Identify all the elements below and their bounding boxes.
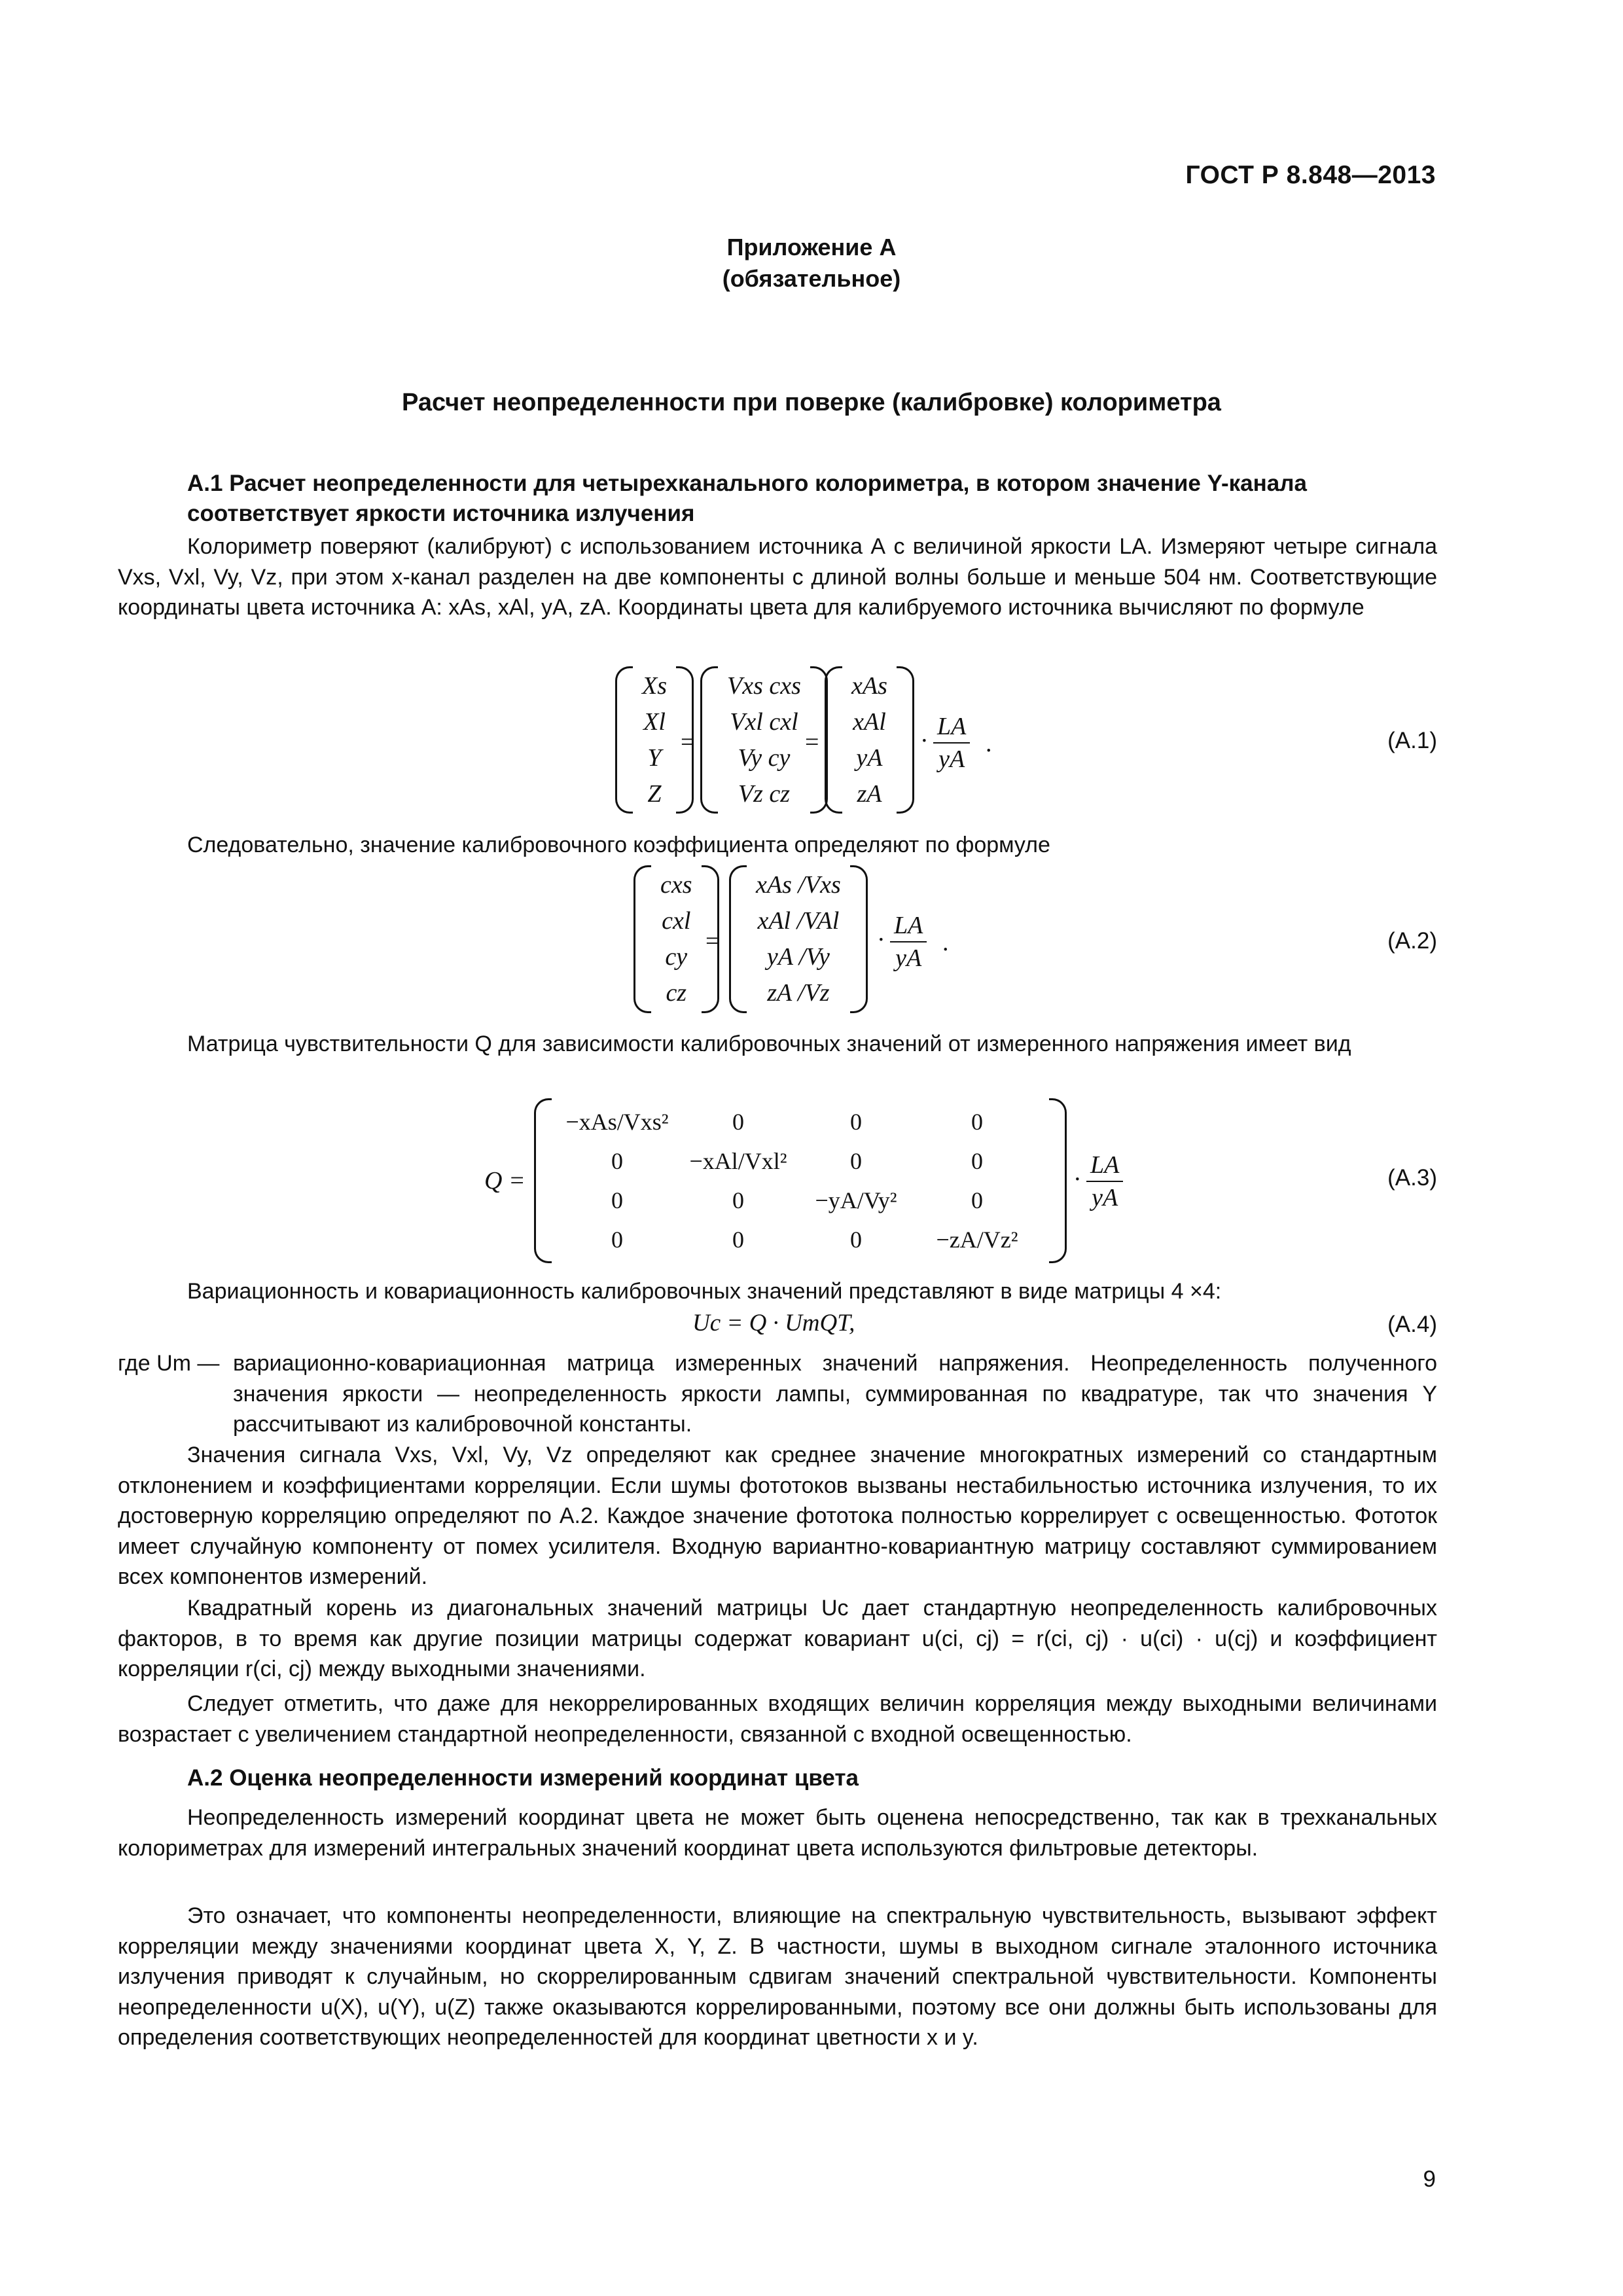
eq1-rhs-3: zA [857,780,882,808]
where-text: вариационно-ковариационная матрица измеренных значений напряжения. Неопределенность полученного значения яркости — неопределенность яркости лампы, суммированная по квадратуре, так что значения Y рассчитывают из калибровочной константы. [233,1351,1437,1437]
paragraph-after-eq1-text: Следовательно, значение калибровочного коэффициента определяют по формуле [187,833,1050,857]
paragraph-after-eq1 [118,830,1437,861]
eq3-cell-1-0: 0 [611,1148,623,1174]
eq2-frac-den: yA [895,944,922,972]
eq2-frac-num: LA [890,911,927,942]
eq4-number: (А.4) [1387,1312,1437,1337]
eq3-frac-den: yA [1092,1184,1118,1211]
eq3-number: (А.3) [1387,1165,1437,1191]
eq2-lhs-2: cy [665,943,688,971]
paragraph-a2-2-text: Это означает, что компоненты неопределенности, влияющие на спектральную чувствительность, вызывают эффект корреляции между значениями координат цвета X, Y, Z. В частности, шумы в выходном сигнале эталонного источника излучения приводят к случайным, но скоррелированным сдвигам значений спектральной чувствительности. Компоненты неопределенности u(X), u(Y), u(Z) также оказываются коррелированными, поэтому все они должны быть использованы для определения соответствующих неопределенностей для координат цветности x и y. [118,1903,1437,2050]
eq3-cell-1-1: −xAl/Vxl² [689,1148,787,1174]
paragraph-a2-1-text: Неопределенность измерений координат цвета не может быть оценена непосредственно, так как в трехканальных колориметрах для измерений интегральных значений координат цвета используются фильтровые детекторы. [118,1805,1437,1861]
eq3-dot: · [1073,1166,1082,1193]
equation-a3 [484,1098,1152,1263]
page-title: Расчет неопределенности при поверке (калибровке) колориметра [402,389,1221,416]
eq2-rhs-2: yA /Vy [766,943,830,971]
eq3-cell-0-2: 0 [850,1109,862,1135]
eq2-number: (А.2) [1387,928,1437,954]
paragraph-after-eq2 [118,1029,1437,1060]
eq1-mid-3: Vz cz [738,780,791,808]
eq1-mid-1: Vxl cxl [730,708,798,736]
paragraph-a2-2 [118,1901,1437,2053]
eq3-cell-2-2: −yA/Vy² [815,1187,897,1213]
eq3-cell-3-1: 0 [732,1227,744,1253]
paragraph-after-eq3 [118,1276,1437,1307]
eq1-rhs-2: yA [856,744,883,772]
eq1-frac-num: LA [933,712,970,744]
eq1-dot: · [920,727,929,755]
eq3-cell-1-3: 0 [971,1148,983,1174]
eq1-lhs-0: Xs [642,672,667,700]
eq3-cell-0-3: 0 [971,1109,983,1135]
paragraph-note [118,1689,1437,1749]
eq3-matrix [534,1098,1067,1263]
paragraph-note-text: Следует отметить, что даже для некоррелированных входящих величин корреляция между выходными величинами возрастает с увеличением стандартной неопределенности, связанной с входной освещенностью. [118,1691,1437,1747]
eq3-cell-2-1: 0 [732,1187,744,1213]
eq3-cell-3-3: −zA/Vz² [936,1227,1018,1253]
section-a2-heading: А.2 Оценка неопределенности измерений координат цвета [187,1765,859,1791]
eq3-fraction [1086,1151,1123,1212]
eq1-equals-2: = [805,728,819,756]
eq2-equals: = [705,927,720,955]
eq2-rhs-0: xAs /Vxs [756,871,841,899]
eq1-lhs-1: Xl [643,708,666,736]
eq2-rhs-1: xAl /VAl [757,907,840,935]
where-block [118,1348,1437,1440]
eq2-rhs-vector [729,865,868,1013]
eq1-lhs-3: Z [647,780,662,808]
equation-a1 [615,666,1008,814]
equation-a2 [633,865,974,1013]
eq1-lhs-2: Y [647,744,662,772]
eq1-mid-0: Vxs cxs [727,672,801,700]
eq1-mid-2: Vy cy [738,744,791,772]
eq2-rhs-3: zA /Vz [767,979,830,1007]
paragraph-intro-text: Колориметр поверяют (калибруют) с использованием источника А с величиной яркости LA. Измеряют четыре сигнала Vxs, Vxl, Vy, Vz, при этом x-канал разделен на две компоненты с длиной волны больше и меньше 504 нм. Соответствующие координаты цвета источника А: xAs, xAl, yA, zA. Координаты цвета для калибруемого источника вычисляют по формуле [118,534,1437,620]
paragraph-sqrt-text: Квадратный корень из диагональных значений матрицы Uc дает стандартную неопределенность калибровочных факторов, в то время как другие позиции матрицы содержат ковариант u(ci, cj) = r(ci, cj) · u(ci) · u(cj) и коэффициент корреляции r(ci, cj) между выходными значениями. [118,1596,1437,1681]
eq3-frac-num: LA [1086,1151,1123,1182]
eq2-fraction [890,911,927,973]
where-label: где Um — [118,1351,220,1376]
document-code: ГОСТ Р 8.848—2013 [1185,161,1436,189]
paragraph-signals [118,1440,1437,1592]
eq3-cell-2-3: 0 [971,1187,983,1213]
eq1-frac-den: yA [938,745,965,773]
paragraph-intro [118,531,1437,623]
eq3-cell-0-1: 0 [732,1109,744,1135]
eq3-cell-1-2: 0 [850,1148,862,1174]
eq1-equals-1: = [681,728,695,756]
eq1-rhs-vector [825,666,914,814]
eq2-lhs-0: cxs [660,871,692,899]
eq1-rhs-0: xAs [851,672,887,700]
eq2-dot: · [877,926,885,954]
paragraph-a2-1 [118,1803,1437,1863]
section-a1-heading: А.1 Расчет неопределенности для четырехканального колориметра, в котором значение Y-канала соответствует яркости источника излучения [187,471,1307,526]
appendix-label: Приложение А [726,234,897,260]
eq3-cell-0-0: −xAs/Vxs² [565,1109,669,1135]
paragraph-after-eq2-text: Матрица чувствительности Q для зависимости калибровочных значений от измеренного напряжения имеет вид [187,1031,1351,1056]
eq2-lhs-1: cxl [662,907,691,935]
eq2-lhs-3: cz [666,979,687,1007]
eq1-number: (А.1) [1387,728,1437,753]
eq4-formula: Uc = Q · UmQT, [692,1310,855,1336]
eq3-cell-3-0: 0 [611,1227,623,1253]
eq3-cell-2-0: 0 [611,1187,623,1213]
eq1-rhs-1: xAl [853,708,886,736]
paragraph-sqrt [118,1593,1437,1685]
paragraph-signals-text: Значения сигнала Vxs, Vxl, Vy, Vz определяют как среднее значение многократных измерений со стандартным отклонением и коэффициентами корреляции. Если шумы фототоков вызваны нестабильностью источника излучения, то их достоверную корреляцию определяют по А.2. Каждое значение фототока полностью коррелирует с освещенностью. Фототок имеет случайную компоненту от помех усилителя. Входную вариантно-ковариантную матрицу составляют суммированием всех компонентов измерений. [118,1443,1437,1589]
eq3-cell-3-2: 0 [850,1227,862,1253]
eq2-period: . [942,929,949,956]
page-number: 9 [1423,2166,1436,2192]
eq1-period: . [986,730,992,757]
appendix-status: (обязательное) [722,265,901,292]
eq1-fraction [933,712,970,774]
paragraph-after-eq3-text: Вариационность и ковариационность калибровочных значений представляют в виде матрицы 4 ×4: [187,1279,1222,1304]
eq3-lhs: Q = [484,1167,526,1194]
